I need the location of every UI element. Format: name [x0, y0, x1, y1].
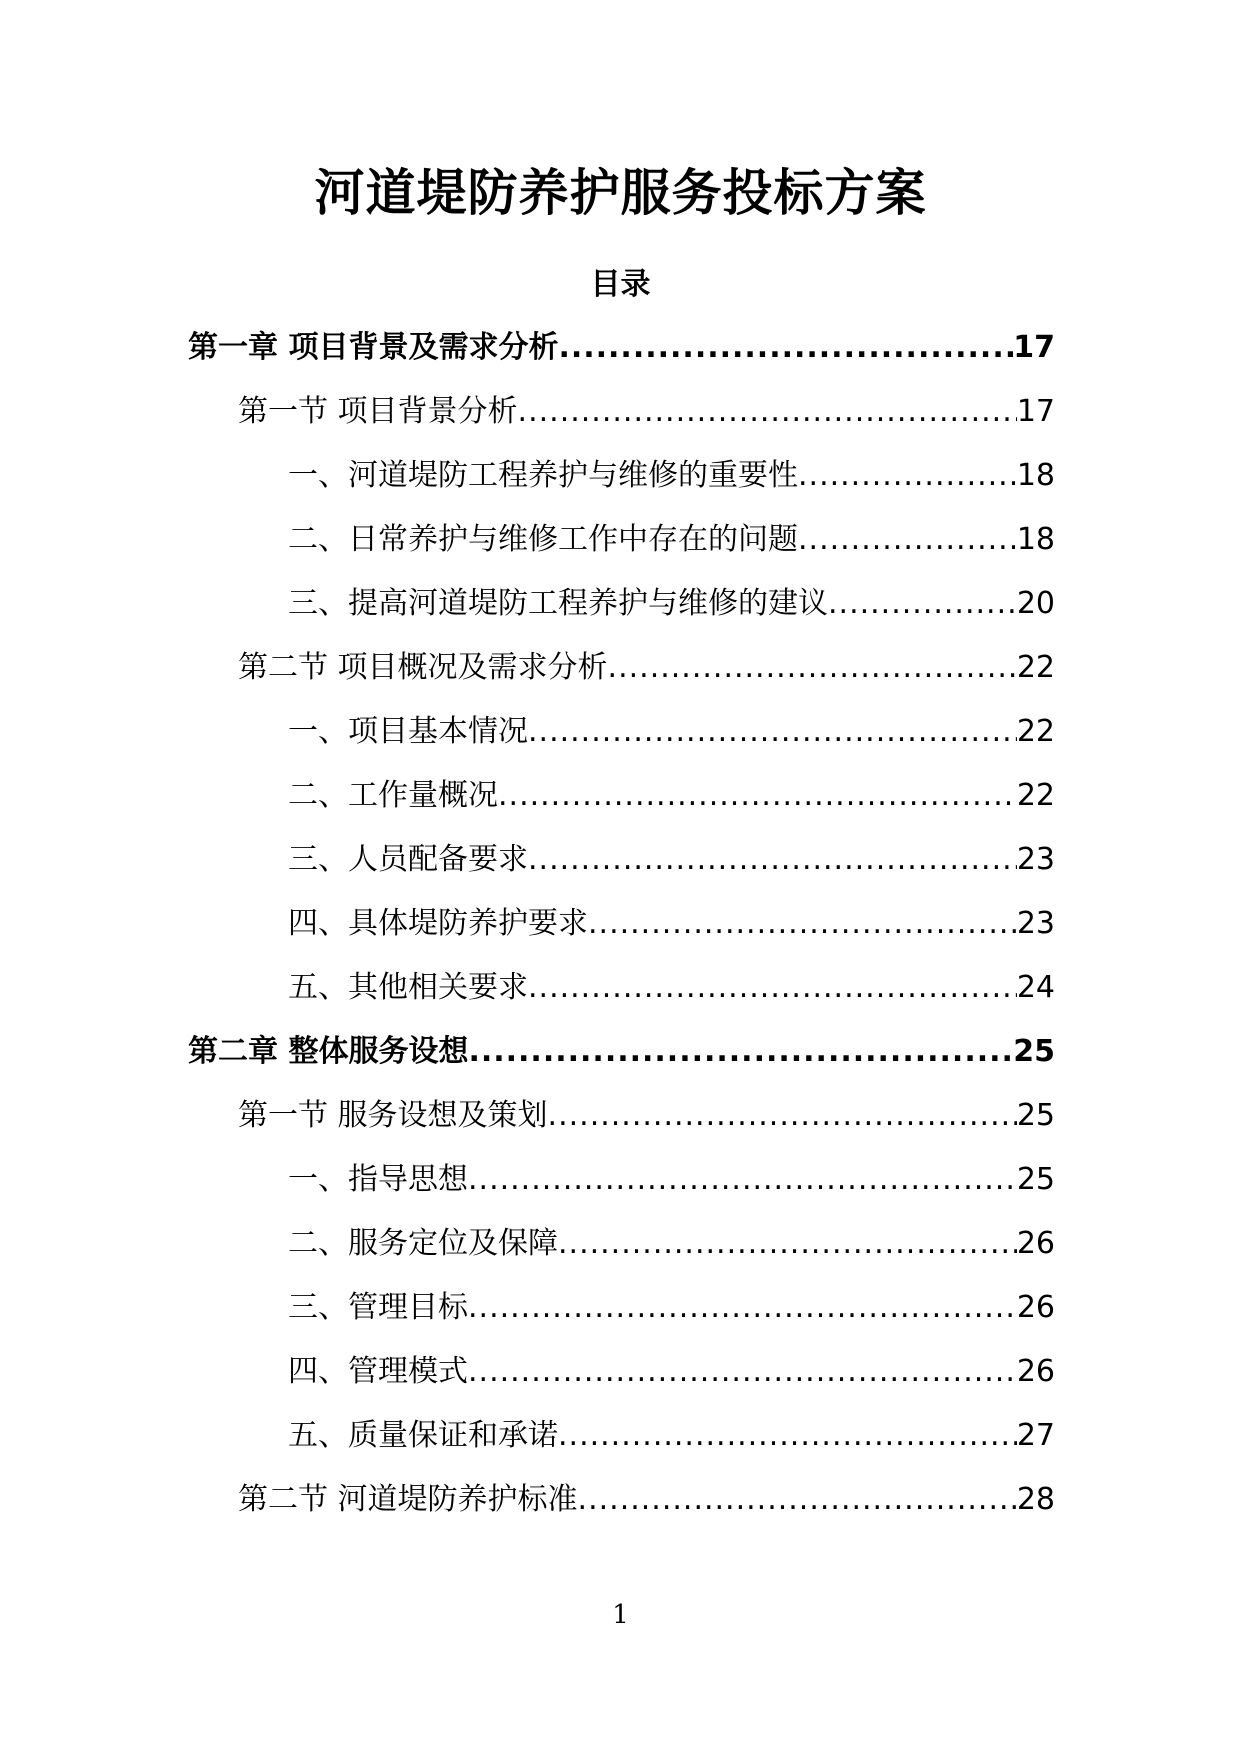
toc-subsection-entry[interactable] — [288, 1218, 1055, 1262]
toc-dot-leader — [468, 1034, 1013, 1070]
toc-dot-leader — [498, 778, 1017, 814]
toc-entry-label: 第一章 项目背景及需求分析 — [188, 330, 559, 365]
toc-subsection-entry[interactable] — [288, 450, 1055, 494]
toc-dot-leader — [578, 1482, 1017, 1518]
toc-heading: 目录 — [590, 267, 651, 302]
toc-dot-leader — [528, 970, 1017, 1006]
toc-entry-label: 一、项目基本情况 — [288, 714, 528, 749]
toc-dot-leader — [528, 842, 1017, 878]
toc-dot-leader — [558, 1418, 1017, 1454]
toc-entry-page: 28 — [1016, 1482, 1055, 1517]
toc-subsection-entry[interactable] — [288, 706, 1055, 750]
toc-entry-label: 第二节 项目概况及需求分析 — [238, 650, 608, 685]
toc-entry-label: 第二节 河道堤防养护标准 — [238, 1482, 578, 1517]
toc-entry-label: 四、管理模式 — [288, 1354, 468, 1389]
toc-dot-leader — [828, 586, 1017, 622]
toc-entry-label: 五、其他相关要求 — [288, 970, 528, 1005]
toc-entry-label: 一、指导思想 — [288, 1162, 468, 1197]
toc-entry-page: 17 — [1016, 394, 1055, 429]
toc-entry-label: 二、工作量概况 — [288, 778, 498, 813]
document-title: 河道堤防养护服务投标方案 — [314, 164, 927, 222]
toc-subsection-entry[interactable] — [288, 1282, 1055, 1326]
toc-entry-page: 24 — [1016, 970, 1055, 1005]
toc-section-entry[interactable] — [238, 1474, 1055, 1518]
toc-entry-page: 25 — [1016, 1162, 1055, 1197]
toc-entry-label: 三、管理目标 — [288, 1290, 468, 1325]
toc-dot-leader — [468, 1162, 1017, 1198]
toc-subsection-entry[interactable] — [288, 514, 1055, 558]
toc-entry-label: 四、具体堤防养护要求 — [288, 906, 588, 941]
toc-dot-leader — [588, 906, 1017, 942]
toc-entry-label: 第一节 服务设想及策划 — [238, 1098, 548, 1133]
toc-chapter-entry[interactable] — [188, 1026, 1055, 1070]
toc-subsection-entry[interactable] — [288, 962, 1055, 1006]
toc-subsection-entry[interactable] — [288, 834, 1055, 878]
toc-dot-leader — [608, 650, 1017, 686]
toc-subsection-entry[interactable] — [288, 898, 1055, 942]
page-number: 1 — [612, 1600, 629, 1630]
toc-subsection-entry[interactable] — [288, 1410, 1055, 1454]
toc-entry-page: 23 — [1016, 842, 1055, 877]
toc-entry-label: 第一节 项目背景分析 — [238, 394, 518, 429]
toc-subsection-entry[interactable] — [288, 770, 1055, 814]
toc-entry-label: 二、日常养护与维修工作中存在的问题 — [288, 522, 798, 557]
toc-dot-leader — [798, 458, 1017, 494]
toc-entry-label: 三、人员配备要求 — [288, 842, 528, 877]
toc-entry-page: 18 — [1016, 522, 1055, 557]
toc-entry-page: 22 — [1016, 778, 1055, 813]
toc-dot-leader — [518, 394, 1017, 430]
toc-entry-page: 25 — [1013, 1034, 1055, 1069]
toc-entry-page: 25 — [1016, 1098, 1055, 1133]
toc-dot-leader — [798, 522, 1017, 558]
toc-entry-label: 一、河道堤防工程养护与维修的重要性 — [288, 458, 798, 493]
toc-dot-leader — [558, 1226, 1017, 1262]
toc-entry-page: 26 — [1016, 1354, 1055, 1389]
toc-entry-page: 22 — [1016, 714, 1055, 749]
toc-section-entry[interactable] — [238, 386, 1055, 430]
toc-dot-leader — [468, 1354, 1017, 1390]
toc-subsection-entry[interactable] — [288, 1346, 1055, 1390]
toc-chapter-entry[interactable] — [188, 322, 1055, 366]
toc-entry-page: 18 — [1016, 458, 1055, 493]
toc-entry-page: 27 — [1016, 1418, 1055, 1453]
toc-dot-leader — [468, 1290, 1017, 1326]
toc-entry-page: 26 — [1016, 1226, 1055, 1261]
toc-entry-page: 23 — [1016, 906, 1055, 941]
toc-section-entry[interactable] — [238, 1090, 1055, 1134]
toc-dot-leader — [548, 1098, 1017, 1134]
toc-entry-page: 17 — [1013, 330, 1055, 365]
toc-entry-page: 26 — [1016, 1290, 1055, 1325]
toc-entry-label: 三、提高河道堤防工程养护与维修的建议 — [288, 586, 828, 621]
toc-dot-leader — [528, 714, 1017, 750]
toc-subsection-entry[interactable] — [288, 1154, 1055, 1198]
toc-entry-page: 20 — [1016, 586, 1055, 621]
toc-entry-label: 第二章 整体服务设想 — [188, 1034, 469, 1069]
toc-entry-label: 五、质量保证和承诺 — [288, 1418, 558, 1453]
toc-entry-page: 22 — [1016, 650, 1055, 685]
toc-subsection-entry[interactable] — [288, 578, 1055, 622]
toc-dot-leader — [558, 330, 1013, 366]
toc-section-entry[interactable] — [238, 642, 1055, 686]
toc-entry-label: 二、服务定位及保障 — [288, 1226, 558, 1261]
